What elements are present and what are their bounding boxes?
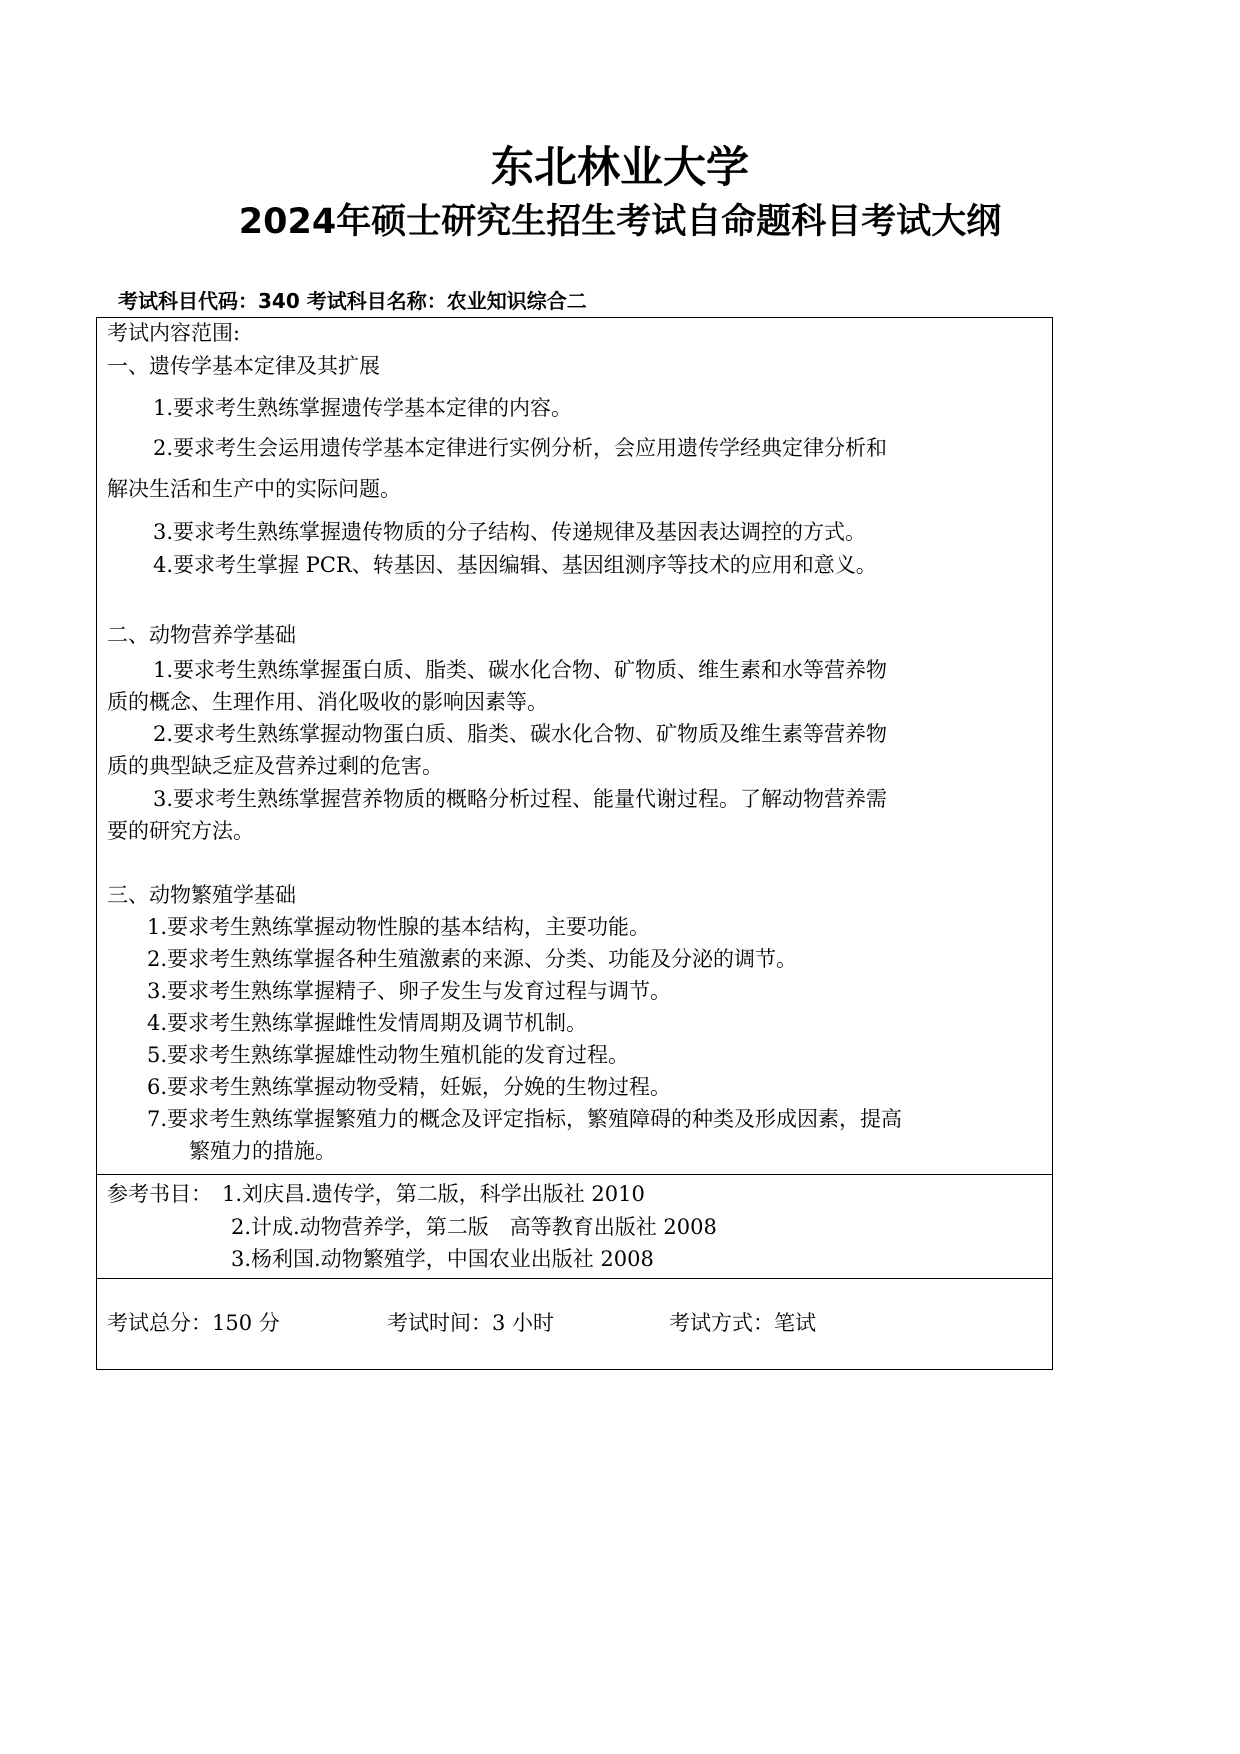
reference-book-2: 2.计成.动物营养学，第二版 高等教育出版社 2008	[231, 1215, 717, 1239]
section2-item2-line2: 质的典型缺乏症及营养过剩的危害。	[107, 754, 443, 778]
divider-exam-info	[97, 1278, 1052, 1279]
section3-item2: 2.要求考生熟练掌握各种生殖激素的来源、分类、功能及分泌的调节。	[147, 947, 798, 971]
section3-item6: 6.要求考生熟练掌握动物受精，妊娠，分娩的生物过程。	[147, 1075, 672, 1099]
section3-heading: 三、动物繁殖学基础	[107, 883, 296, 907]
divider-references	[97, 1174, 1052, 1175]
section2-item1-line2: 质的概念、生理作用、消化吸收的影响因素等。	[107, 690, 548, 714]
syllabus-table	[96, 317, 1053, 1370]
section1-heading: 一、遗传学基本定律及其扩展	[107, 354, 380, 378]
scope-label: 考试内容范围:	[107, 321, 241, 345]
section3-item1: 1.要求考生熟练掌握动物性腺的基本结构，主要功能。	[147, 915, 651, 939]
reference-book-3: 3.杨利国.动物繁殖学，中国农业出版社 2008	[231, 1247, 654, 1271]
section1-item1: 1.要求考生熟练掌握遗传学基本定律的内容。	[153, 396, 573, 420]
section2-item2-line1: 2.要求考生熟练掌握动物蛋白质、脂类、碳水化合物、矿物质及维生素等营养物	[153, 722, 888, 746]
section3-item4: 4.要求考生熟练掌握雌性发情周期及调节机制。	[147, 1011, 588, 1035]
university-title: 东北林业大学	[491, 143, 749, 193]
section2-item3-line2: 要的研究方法。	[107, 819, 254, 843]
section3-item7-line1: 7.要求考生熟练掌握繁殖力的概念及评定指标，繁殖障碍的种类及形成因素，提高	[147, 1107, 903, 1131]
subject-line: 考试科目代码：340 考试科目名称：农业知识综合二	[118, 289, 587, 313]
reference-book-1: 1.刘庆昌.遗传学，第二版，科学出版社 2010	[222, 1182, 645, 1206]
document-title: 2024年硕士研究生招生考试自命题科目考试大纲	[238, 202, 1002, 242]
section3-item3: 3.要求考生熟练掌握精子、卵子发生与发育过程与调节。	[147, 979, 672, 1003]
exam-duration: 考试时间：3 小时	[387, 1311, 555, 1335]
section1-item3: 3.要求考生熟练掌握遗传物质的分子结构、传递规律及基因表达调控的方式。	[153, 520, 867, 544]
section3-item5: 5.要求考生熟练掌握雄性动物生殖机能的发育过程。	[147, 1043, 630, 1067]
references-label: 参考书目：	[107, 1182, 212, 1206]
section1-item2-line2: 解决生活和生产中的实际问题。	[107, 477, 401, 501]
section2-heading: 二、动物营养学基础	[107, 623, 296, 647]
exam-method: 考试方式：笔试	[669, 1311, 816, 1335]
section2-item3-line1: 3.要求考生熟练掌握营养物质的概略分析过程、能量代谢过程。了解动物营养需	[153, 787, 888, 811]
exam-total-score: 考试总分：150 分	[107, 1311, 280, 1335]
section3-item7-line2: 繁殖力的措施。	[189, 1139, 336, 1163]
section2-item1-line1: 1.要求考生熟练掌握蛋白质、脂类、碳水化合物、矿物质、维生素和水等营养物	[153, 658, 888, 682]
section1-item4: 4.要求考生掌握 PCR、转基因、基因编辑、基因组测序等技术的应用和意义。	[153, 553, 877, 577]
section1-item2-line1: 2.要求考生会运用遗传学基本定律进行实例分析，会应用遗传学经典定律分析和	[153, 436, 888, 460]
